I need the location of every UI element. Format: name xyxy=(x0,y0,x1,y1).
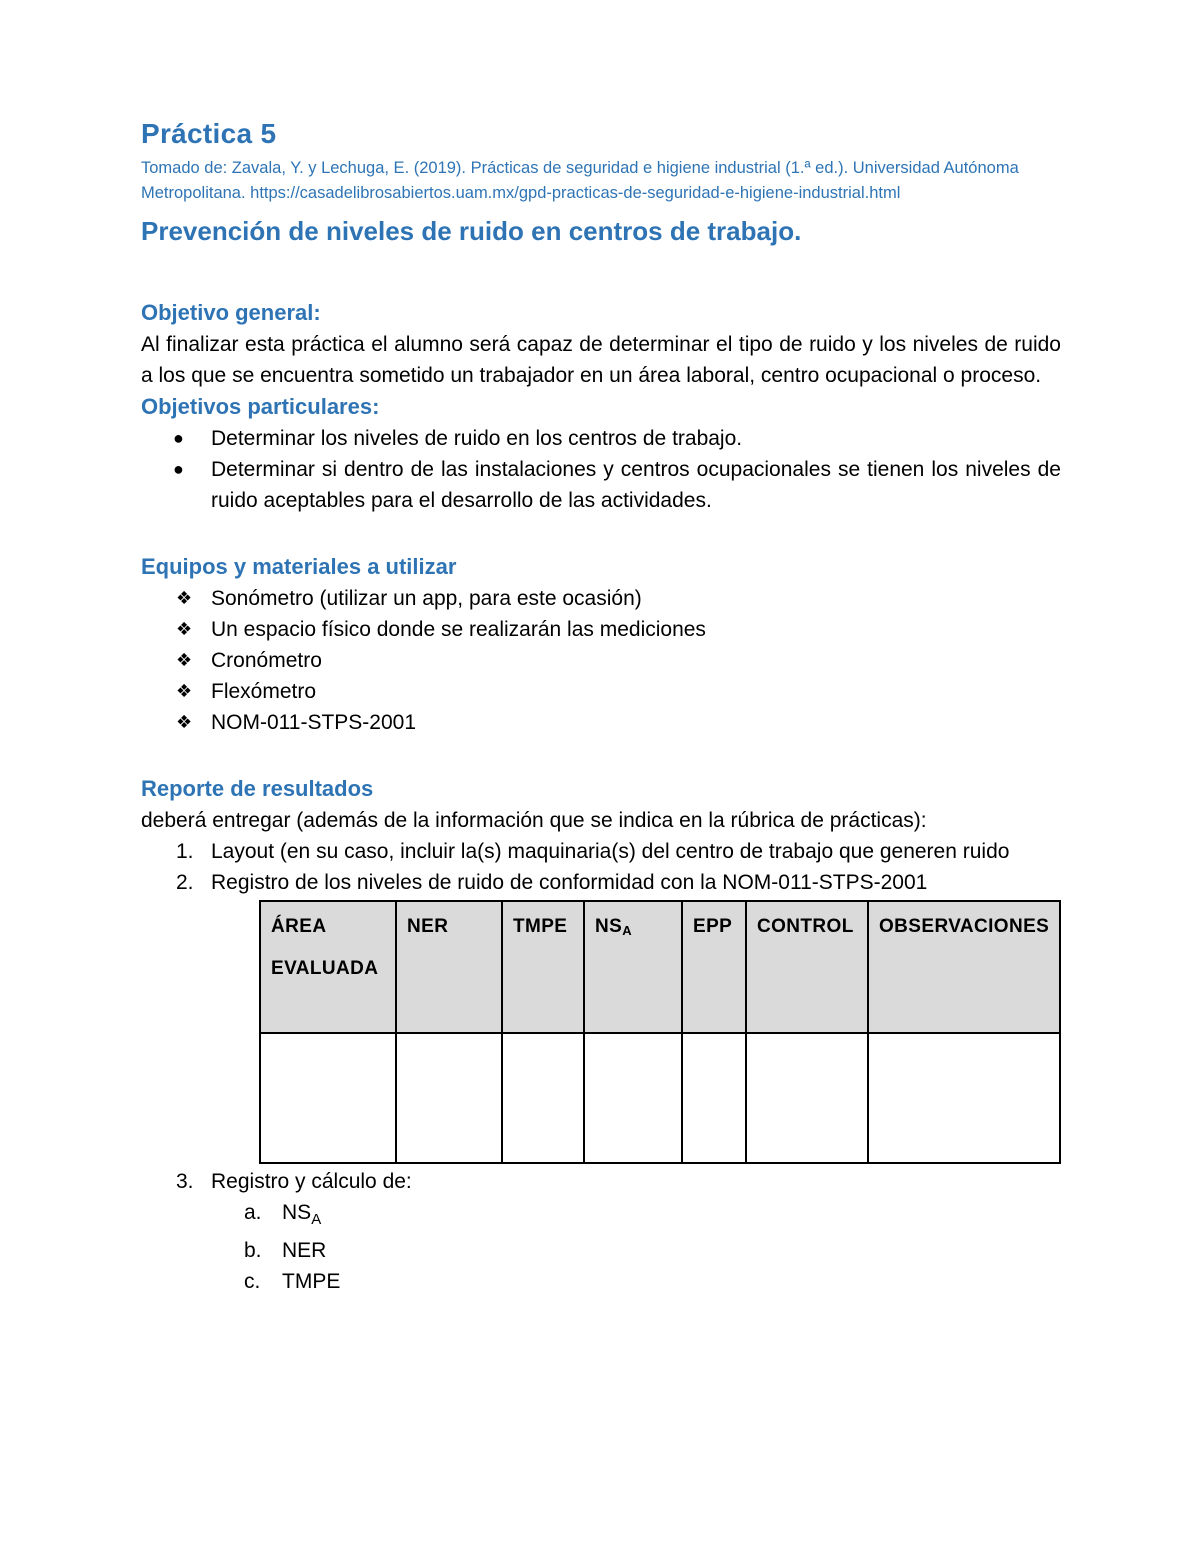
practice-subtitle: Prevención de niveles de ruido en centros de trabajo. xyxy=(141,216,802,246)
list-item xyxy=(141,583,1061,614)
reporte-heading: Reporte de resultados xyxy=(141,776,374,801)
list-number: 2. xyxy=(176,871,194,894)
list-item xyxy=(141,867,1061,898)
list-item xyxy=(141,1166,1061,1197)
list-item-text: Determinar si dentro de las instalaciones y centros ocupacionales se tienen los niveles de ruido aceptables para el desarrollo de las actividades. xyxy=(211,458,1061,512)
list-item-text: Un espacio físico donde se realizarán las mediciones xyxy=(211,618,706,641)
list-item-text: Cronómetro xyxy=(211,649,322,672)
diamond-bullet-icon: ❖ xyxy=(176,681,193,701)
list-item-text: $NS_A$ xyxy=(282,1201,322,1228)
list-letter: a. xyxy=(244,1201,262,1224)
column-header-observaciones: OBSERVACIONES xyxy=(868,901,1060,1033)
list-item xyxy=(141,1266,1061,1297)
list-item xyxy=(141,1197,1061,1235)
reporte-list xyxy=(141,836,1061,898)
equipos-list xyxy=(141,583,1061,738)
list-item xyxy=(141,454,1061,516)
column-header-epp: EPP xyxy=(682,901,746,1033)
list-item-text: NER xyxy=(282,1239,327,1262)
list-item xyxy=(141,1235,1061,1266)
list-item-text: TMPE xyxy=(282,1270,341,1293)
column-header-tmpe: TMPE xyxy=(502,901,584,1033)
table-cell[interactable] xyxy=(260,1033,396,1163)
table-row xyxy=(260,1033,1060,1163)
table-cell[interactable] xyxy=(868,1033,1060,1163)
diamond-bullet-icon: ❖ xyxy=(176,650,193,670)
list-item-text: Determinar los niveles de ruido en los centros de trabajo. xyxy=(211,427,743,450)
list-item-text: NOM-011-STPS-2001 xyxy=(211,711,417,734)
list-item xyxy=(141,423,1061,454)
list-item xyxy=(141,676,1061,707)
equipos-heading: Equipos y materiales a utilizar xyxy=(141,554,457,579)
objetivos-particulares-list xyxy=(141,423,1061,516)
objetivo-general-heading: Objetivo general: xyxy=(141,300,321,325)
bullet-icon: ● xyxy=(173,459,184,479)
calculation-sublist xyxy=(141,1197,1061,1297)
list-item-text: Registro y cálculo de: xyxy=(211,1170,412,1193)
list-item-text: Layout (en su caso, incluir la(s) maquinaria(s) del centro de trabajo que generen ruido xyxy=(211,840,1010,863)
table-cell[interactable] xyxy=(396,1033,502,1163)
list-item-text: Registro de los niveles de ruido de conformidad con la NOM-011-STPS-2001 xyxy=(211,871,928,894)
reporte-intro: deberá entregar (además de la información que se indica en la rúbrica de prácticas): xyxy=(141,809,927,832)
objetivo-general-text: Al finalizar esta práctica el alumno será capaz de determinar el tipo de ruido y los niveles de ruido a los que se encuentra sometido un trabajador en un área laboral, centro ocupacional o proceso. xyxy=(141,333,1061,387)
list-item xyxy=(141,645,1061,676)
list-letter: b. xyxy=(244,1239,262,1262)
table-cell[interactable] xyxy=(682,1033,746,1163)
table-cell[interactable] xyxy=(584,1033,682,1163)
list-item xyxy=(141,836,1061,867)
list-number: 1. xyxy=(176,840,194,863)
list-item-text: Flexómetro xyxy=(211,680,317,703)
citation: Tomado de: Zavala, Y. y Lechuga, E. (2019). Prácticas de seguridad e higiene industrial (1.ª ed.). Universidad Autónoma Metropolitana. https://casadelibrosabiertos.uam.mx/gpd-practicas-de-seguridad-e-higiene-industrial.html xyxy=(141,159,1019,202)
table-cell[interactable] xyxy=(746,1033,868,1163)
column-header-ner: NER xyxy=(396,901,502,1033)
diamond-bullet-icon: ❖ xyxy=(176,588,193,608)
objetivos-particulares-heading: Objetivos particulares: xyxy=(141,394,380,419)
bullet-icon: ● xyxy=(173,428,184,448)
diamond-bullet-icon: ❖ xyxy=(176,712,193,732)
list-letter: c. xyxy=(244,1270,261,1293)
document-content xyxy=(141,112,1061,1297)
table-cell[interactable] xyxy=(502,1033,584,1163)
reporte-list-continued xyxy=(141,1166,1061,1197)
list-number: 3. xyxy=(176,1170,194,1193)
list-item xyxy=(141,707,1061,738)
diamond-bullet-icon: ❖ xyxy=(176,619,193,639)
table-header-row xyxy=(260,901,1060,1033)
list-item-text: Sonómetro (utilizar un app, para este ocasión) xyxy=(211,587,642,610)
column-header-nsa: $NS_A$ xyxy=(584,901,682,1033)
page-title: Práctica 5 xyxy=(141,118,277,149)
noise-register-table xyxy=(259,900,1061,1164)
column-header-area: ÁREA EVALUADA xyxy=(260,901,396,1033)
list-item xyxy=(141,614,1061,645)
column-header-control: CONTROL xyxy=(746,901,868,1033)
